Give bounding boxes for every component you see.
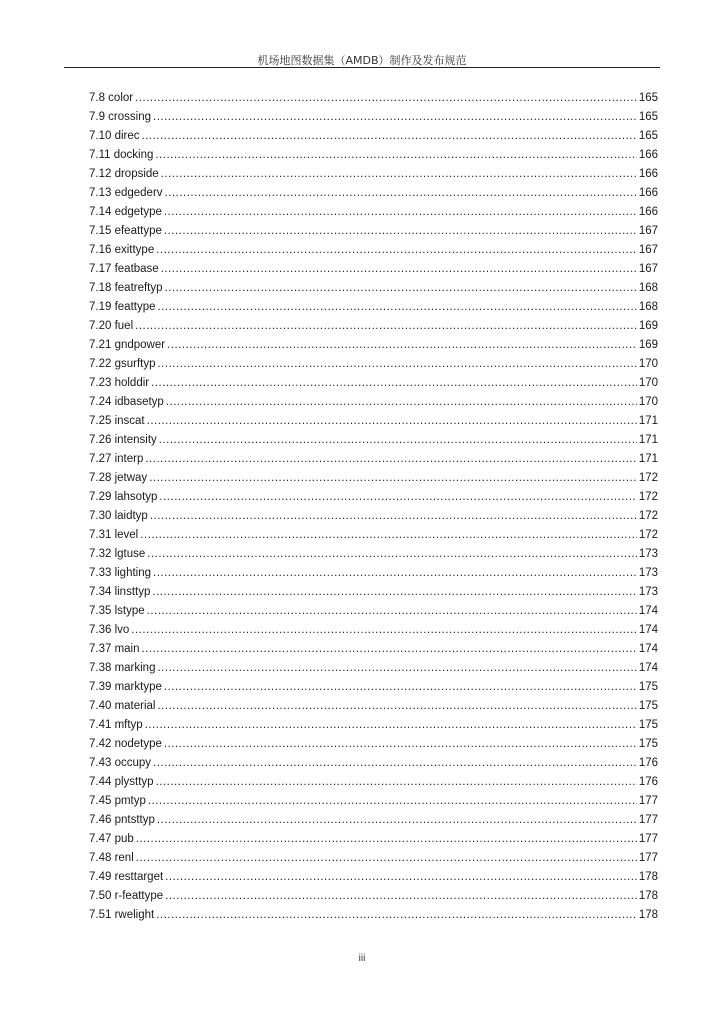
- toc-page-number: 170: [638, 396, 658, 408]
- toc-page-number: 166: [638, 187, 658, 199]
- toc-entry-label: 7.27 interp: [89, 453, 144, 465]
- toc-entry-label: 7.30 laidtyp: [89, 510, 148, 522]
- toc-page-number: 174: [638, 605, 658, 617]
- toc-row[interactable]: [89, 755, 658, 774]
- toc-entry-label: 7.17 featbase: [89, 263, 159, 275]
- toc-page-number: 174: [638, 662, 658, 674]
- toc-page-number: 169: [638, 320, 658, 332]
- toc-dot-leader: [157, 660, 636, 676]
- toc-dot-leader: [153, 565, 637, 581]
- toc-entry-label: 7.45 pmtyp: [89, 795, 146, 807]
- toc-entry-label: 7.38 marking: [89, 662, 156, 674]
- toc-row[interactable]: [89, 394, 658, 413]
- toc-entry-label: 7.42 nodetype: [89, 738, 162, 750]
- toc-entry-label: 7.32 lgtuse: [89, 548, 146, 560]
- toc-dot-leader: [145, 451, 636, 467]
- toc-entry-label: 7.46 pntsttyp: [89, 814, 155, 826]
- toc-dot-leader: [157, 356, 636, 372]
- toc-entry-label: 7.12 dropside: [89, 168, 159, 180]
- toc-row[interactable]: [89, 584, 658, 603]
- toc-entry-label: 7.36 lvo: [89, 624, 130, 636]
- toc-dot-leader: [161, 261, 637, 277]
- toc-entry-label: 7.41 mftyp: [89, 719, 143, 731]
- toc-page-number: 171: [638, 453, 658, 465]
- toc-dot-leader: [147, 603, 637, 619]
- toc-dot-leader: [153, 109, 637, 125]
- toc-row[interactable]: [89, 622, 658, 641]
- toc-entry-label: 7.21 gndpower: [89, 339, 166, 351]
- toc-page-number: 167: [638, 263, 658, 275]
- toc-entry-label: 7.23 holddir: [89, 377, 150, 389]
- toc-row[interactable]: [89, 489, 658, 508]
- toc-entry-label: 7.50 r-feattype: [89, 890, 164, 902]
- toc-dot-leader: [136, 831, 637, 847]
- toc-dot-leader: [156, 242, 637, 258]
- table-of-contents: [89, 90, 658, 926]
- toc-entry-label: 7.35 lstype: [89, 605, 145, 617]
- toc-row[interactable]: [89, 907, 658, 926]
- toc-entry-label: 7.49 resttarget: [89, 871, 164, 883]
- toc-row[interactable]: [89, 565, 658, 584]
- toc-page-number: 173: [638, 548, 658, 560]
- toc-dot-leader: [150, 508, 637, 524]
- toc-page-number: 171: [638, 434, 658, 446]
- toc-page-number: 172: [638, 529, 658, 541]
- toc-page-number: 177: [638, 795, 658, 807]
- toc-row[interactable]: [89, 869, 658, 888]
- toc-entry-label: 7.9 crossing: [89, 111, 152, 123]
- toc-page-number: 171: [638, 415, 658, 427]
- toc-dot-leader: [164, 679, 637, 695]
- toc-page-number: 172: [638, 510, 658, 522]
- toc-dot-leader: [167, 337, 637, 353]
- toc-page-number: 176: [638, 776, 658, 788]
- toc-row[interactable]: [89, 128, 658, 147]
- toc-dot-leader: [147, 413, 637, 429]
- page-header-title: 机场地图数据集（AMDB）制作及发布规范: [257, 54, 467, 67]
- toc-page-number: 172: [638, 472, 658, 484]
- toc-entry-label: 7.19 feattype: [89, 301, 156, 313]
- toc-row[interactable]: [89, 242, 658, 261]
- header-rule: [64, 67, 660, 68]
- toc-page-number: 169: [638, 339, 658, 351]
- toc-dot-leader: [136, 850, 637, 866]
- toc-dot-leader: [165, 280, 637, 296]
- toc-dot-leader: [164, 223, 637, 239]
- toc-row[interactable]: [89, 356, 658, 375]
- toc-dot-leader: [152, 584, 636, 600]
- toc-page-number: 170: [638, 358, 658, 370]
- toc-row[interactable]: [89, 508, 658, 527]
- toc-row[interactable]: [89, 641, 658, 660]
- toc-page-number: 165: [638, 130, 658, 142]
- toc-row[interactable]: [89, 793, 658, 812]
- toc-entry-label: 7.22 gsurftyp: [89, 358, 156, 370]
- toc-row[interactable]: [89, 147, 658, 166]
- toc-row[interactable]: [89, 337, 658, 356]
- toc-entry-label: 7.18 featreftyp: [89, 282, 163, 294]
- page-number: iii: [358, 953, 366, 964]
- toc-row[interactable]: [89, 831, 658, 850]
- toc-row[interactable]: [89, 318, 658, 337]
- toc-dot-leader: [148, 793, 637, 809]
- toc-dot-leader: [140, 527, 637, 543]
- toc-dot-leader: [155, 147, 636, 163]
- toc-row[interactable]: [89, 261, 658, 280]
- toc-dot-leader: [157, 698, 636, 714]
- toc-page-number: 177: [638, 833, 658, 845]
- toc-entry-label: 7.43 occupy: [89, 757, 152, 769]
- toc-dot-leader: [135, 90, 637, 106]
- toc-entry-label: 7.39 marktype: [89, 681, 162, 693]
- toc-dot-leader: [156, 774, 637, 790]
- toc-page-number: 167: [638, 244, 658, 256]
- toc-row[interactable]: [89, 717, 658, 736]
- toc-entry-label: 7.20 fuel: [89, 320, 134, 332]
- toc-page-number: 175: [638, 681, 658, 693]
- toc-row[interactable]: [89, 451, 658, 470]
- toc-page-number: 176: [638, 757, 658, 769]
- toc-page-number: 174: [638, 643, 658, 655]
- toc-row[interactable]: [89, 698, 658, 717]
- toc-page-number: 170: [638, 377, 658, 389]
- toc-dot-leader: [157, 812, 637, 828]
- toc-page-number: 165: [638, 111, 658, 123]
- toc-page-number: 172: [638, 491, 658, 503]
- toc-page-number: 178: [638, 909, 658, 921]
- toc-row[interactable]: [89, 204, 658, 223]
- toc-dot-leader: [166, 394, 637, 410]
- toc-row[interactable]: [89, 432, 658, 451]
- toc-row[interactable]: [89, 850, 658, 869]
- toc-row[interactable]: [89, 774, 658, 793]
- toc-dot-leader: [158, 299, 637, 315]
- toc-entry-label: 7.48 renl: [89, 852, 134, 864]
- toc-row[interactable]: [89, 527, 658, 546]
- toc-entry-label: 7.14 edgetype: [89, 206, 162, 218]
- toc-row[interactable]: [89, 185, 658, 204]
- toc-entry-label: 7.15 efeattype: [89, 225, 162, 237]
- toc-page-number: 165: [638, 92, 658, 104]
- toc-page-number: 177: [638, 814, 658, 826]
- toc-dot-leader: [165, 869, 637, 885]
- toc-page-number: 166: [638, 206, 658, 218]
- toc-dot-leader: [156, 907, 637, 923]
- toc-entry-label: 7.16 exittype: [89, 244, 155, 256]
- toc-row[interactable]: [89, 736, 658, 755]
- toc-row[interactable]: [89, 280, 658, 299]
- toc-row[interactable]: [89, 888, 658, 907]
- toc-row[interactable]: [89, 546, 658, 565]
- toc-entry-label: 7.51 rwelight: [89, 909, 155, 921]
- toc-dot-leader: [131, 622, 637, 638]
- toc-row[interactable]: [89, 109, 658, 128]
- toc-page-number: 173: [638, 567, 658, 579]
- toc-row[interactable]: [89, 166, 658, 185]
- toc-row[interactable]: [89, 470, 658, 489]
- toc-page-number: 175: [638, 700, 658, 712]
- toc-row[interactable]: [89, 90, 658, 109]
- toc-entry-label: 7.47 pub: [89, 833, 134, 845]
- toc-dot-leader: [145, 717, 637, 733]
- toc-dot-leader: [165, 185, 637, 201]
- toc-dot-leader: [149, 470, 637, 486]
- toc-entry-label: 7.13 edgederv: [89, 187, 163, 199]
- toc-page-number: 168: [638, 282, 658, 294]
- toc-page-number: 174: [638, 624, 658, 636]
- toc-entry-label: 7.29 lahsotyp: [89, 491, 158, 503]
- toc-page-number: 167: [638, 225, 658, 237]
- toc-page-number: 166: [638, 168, 658, 180]
- toc-dot-leader: [142, 641, 637, 657]
- toc-dot-leader: [135, 318, 637, 334]
- toc-entry-label: 7.44 plysttyp: [89, 776, 154, 788]
- toc-entry-label: 7.33 lighting: [89, 567, 152, 579]
- toc-entry-label: 7.28 jetway: [89, 472, 148, 484]
- toc-row[interactable]: [89, 223, 658, 242]
- toc-page-number: 173: [638, 586, 658, 598]
- toc-entry-label: 7.24 idbasetyp: [89, 396, 164, 408]
- toc-dot-leader: [147, 546, 637, 562]
- toc-dot-leader: [161, 166, 637, 182]
- toc-row[interactable]: [89, 299, 658, 318]
- toc-dot-leader: [151, 375, 637, 391]
- toc-entry-label: 7.40 material: [89, 700, 156, 712]
- toc-dot-leader: [165, 888, 637, 904]
- toc-page-number: 168: [638, 301, 658, 313]
- toc-page-number: 175: [638, 738, 658, 750]
- toc-dot-leader: [164, 736, 637, 752]
- toc-entry-label: 7.10 direc: [89, 130, 140, 142]
- toc-dot-leader: [159, 432, 637, 448]
- toc-dot-leader: [142, 128, 637, 144]
- toc-dot-leader: [159, 489, 636, 505]
- toc-page-number: 178: [638, 890, 658, 902]
- toc-entry-label: 7.31 level: [89, 529, 139, 541]
- toc-entry-label: 7.34 linsttyp: [89, 586, 151, 598]
- toc-entry-label: 7.25 inscat: [89, 415, 145, 427]
- toc-dot-leader: [164, 204, 637, 220]
- toc-entry-label: 7.8 color: [89, 92, 134, 104]
- toc-row[interactable]: [89, 603, 658, 622]
- toc-page-number: 175: [638, 719, 658, 731]
- toc-entry-label: 7.26 intensity: [89, 434, 157, 446]
- toc-page-number: 177: [638, 852, 658, 864]
- toc-row[interactable]: [89, 413, 658, 432]
- toc-row[interactable]: [89, 679, 658, 698]
- toc-row[interactable]: [89, 660, 658, 679]
- toc-dot-leader: [153, 755, 637, 771]
- toc-page-number: 178: [638, 871, 658, 883]
- toc-entry-label: 7.37 main: [89, 643, 140, 655]
- toc-page-number: 166: [638, 149, 658, 161]
- toc-row[interactable]: [89, 812, 658, 831]
- toc-entry-label: 7.11 docking: [89, 149, 154, 161]
- toc-row[interactable]: [89, 375, 658, 394]
